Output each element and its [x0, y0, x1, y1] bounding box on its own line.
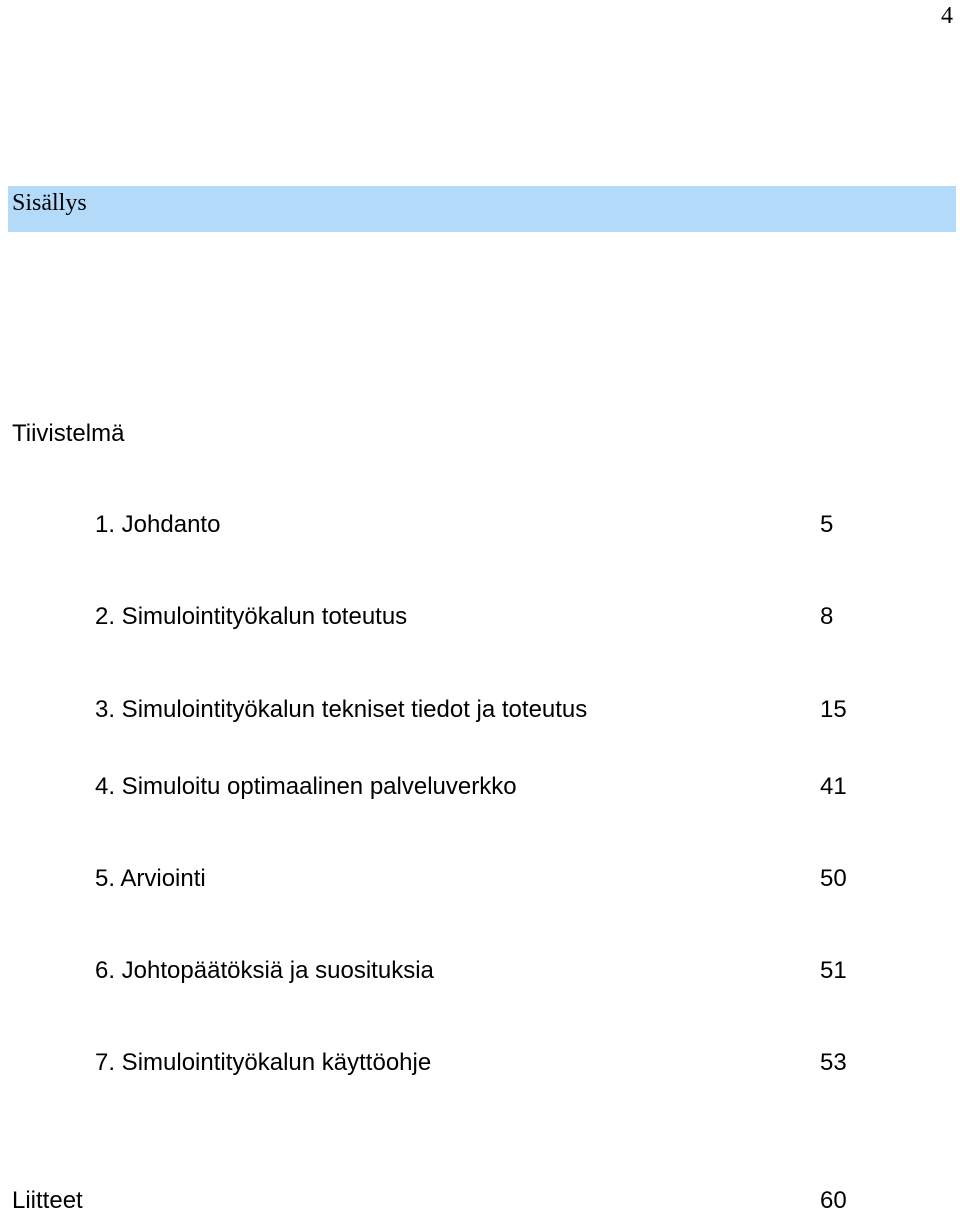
- toc-entry-label: 5. Arviointi: [95, 865, 206, 892]
- toc-entry-page: 5: [820, 511, 834, 538]
- toc-entry-chapter-3[interactable]: [0, 694, 960, 726]
- contents-heading-band: [8, 186, 956, 232]
- toc-entry-page: 8: [820, 603, 834, 630]
- toc-entry-abstract[interactable]: [0, 418, 960, 450]
- toc-entry-label: 1. Johdanto: [95, 511, 221, 538]
- toc-entry-chapter-5[interactable]: [0, 863, 960, 895]
- toc-entry-page: 51: [820, 957, 847, 984]
- toc-entry-label: 7. Simulointityökalun käyttöohje: [95, 1049, 432, 1076]
- toc-entry-label: 4. Simuloitu optimaalinen palveluverkko: [95, 773, 517, 800]
- toc-entry-chapter-7[interactable]: [0, 1047, 960, 1079]
- toc-entry-page: 15: [820, 696, 847, 723]
- toc-entry-page: 53: [820, 1049, 847, 1076]
- toc-entry-label: Liitteet: [12, 1187, 83, 1214]
- toc-entry-chapter-2[interactable]: [0, 601, 960, 633]
- toc-entry-page: 60: [820, 1187, 847, 1214]
- toc-entry-appendices[interactable]: [0, 1185, 960, 1217]
- page-number: 4: [941, 3, 953, 29]
- toc-entry-chapter-4[interactable]: [0, 771, 960, 803]
- toc-entry-label: 6. Johtopäätöksiä ja suosituksia: [95, 957, 434, 984]
- toc-entry-label: 2. Simulointityökalun toteutus: [95, 603, 408, 630]
- toc-entry-label: Tiivistelmä: [12, 420, 125, 447]
- toc-entry-page: 41: [820, 773, 847, 800]
- contents-heading: Sisällys: [12, 190, 87, 216]
- toc-entry-chapter-6[interactable]: [0, 955, 960, 987]
- toc-entry-page: 50: [820, 865, 847, 892]
- toc-entry-chapter-1[interactable]: [0, 509, 960, 541]
- toc-entry-label: 3. Simulointityökalun tekniset tiedot ja toteutus: [95, 696, 588, 723]
